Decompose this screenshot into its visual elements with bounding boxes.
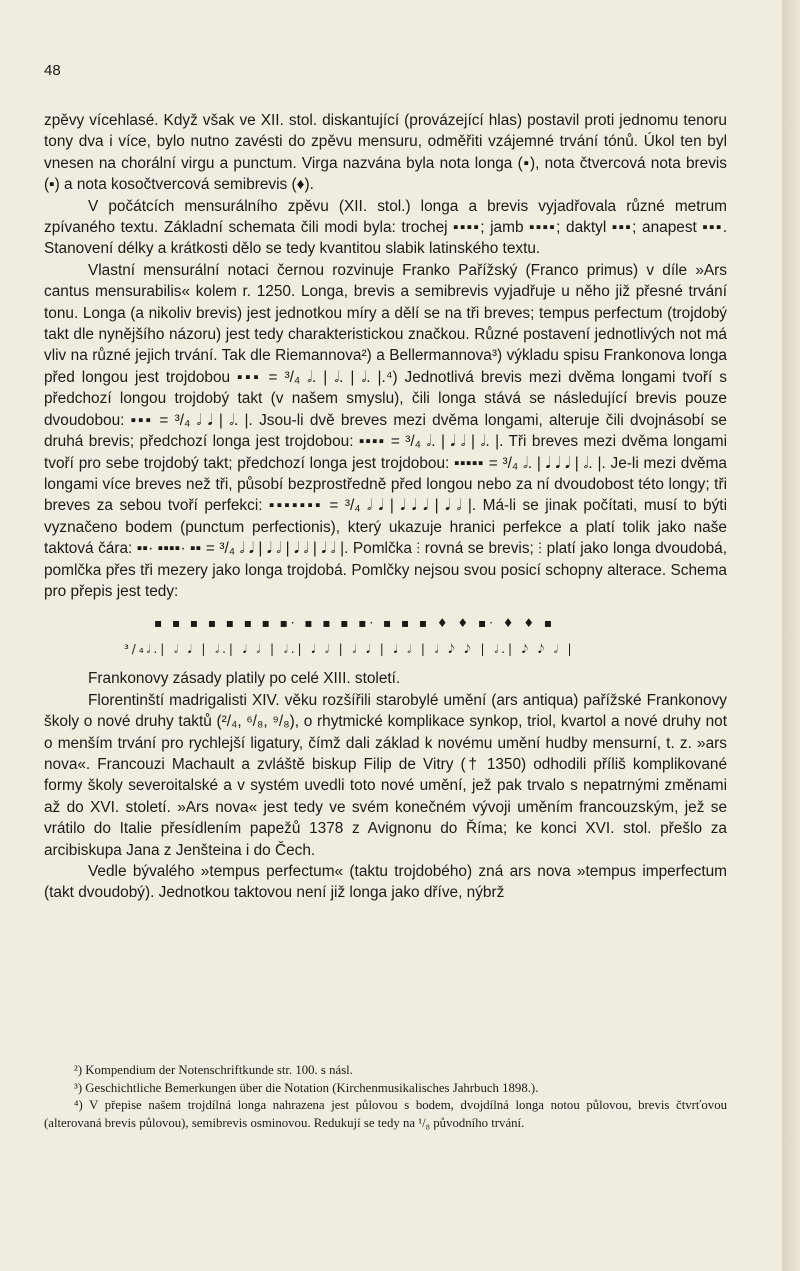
paragraph: V počátcích mensurálního zpěvu (XII. stol.) longa a brevis vyjadřovala různé metrum zpívaného textu. Základní schemata čili modi byla: trochej ▪▪▪▪; jamb ▪▪▪▪; daktyl ▪▪▪; anapest ▪▪▪. Stanovení délky a krátkosti dělo se tedy kvantitou slabik latinského textu.	[44, 197, 727, 258]
paragraph: Florentinští madrigalisti XIV. věku rozšířili starobylé umění (ars antiqua) pařížské Frankonovy školy o nové druhy taktů (²/₄, ⁶/₈, ⁹/₈), o rhytmické komplikace synkop, triol, kvartol a nové druhy not o menším trvání pro rychlejší ligatury, čímž dali základ k novému umění hudby mensurní, t. z. »ars nova«. Francouzi Machault a zvláště biskup Filip de Vitry († 1350) odhodili příliš komplikované formy školy severoitalské a v systém uvedli toto nové umění, jež pak trvalo s nepatrnými změnami až do XVI. století. »Ars nova« jest tedy ve svém konečném vývoji uměním francouzským, jež se vrátilo do Italie přesídlením papežů 1378 z Avignonu do Říma; ke konci XVI. stol. přešlo za arcibiskupa Jana z Jenšteina i do Čech.	[44, 691, 727, 859]
paragraph: Frankonovy zásady platily po celé XIII. století.	[88, 670, 401, 688]
main-text	[44, 110, 727, 904]
page-edge	[782, 0, 800, 1271]
schema-row-modern: ³/₄𝅗𝅥.| 𝅗𝅥 𝅘𝅥 | 𝅗𝅥.| 𝅘𝅥 𝅗𝅥 | 𝅗𝅥.| 𝅘𝅥 𝅗𝅥 | 𝅗𝅥 𝅘𝅥 | 𝅘𝅥 𝅗𝅥 | 𝅗𝅥 𝅘𝅥𝅮 𝅘𝅥𝅮 | 𝅗𝅥.| 𝅘𝅥𝅮 𝅘𝅥𝅮 𝅗𝅥 |	[124, 642, 575, 657]
footnote: ⁴) V přepise našem trojdílná longa nahrazena jest půlovou s bodem, dvojdílná longa notou půlovou, brevis čtvrťovou (alterovaná brevis půlovou), semibrevis osminovou. Redukují se tedy na ¹/₈ původního trvání.	[44, 1098, 727, 1130]
page-number: 48	[44, 62, 61, 79]
schema-row-mensural: ▪ ▪ ▪ ▪ ▪ ▪ ▪ ▪· ▪ ▪ ▪ ▪· ▪ ▪ ▪ ♦ ♦ ▪· ♦ ♦ ▪	[154, 616, 556, 631]
paragraph: Vlastní mensurální notaci černou rozvinuje Franko Pařížský (Franco primus) v díle »Ars cantus mensurabilis« kolem r. 1250. Longa, brevis a semibrevis vyjadřuje u něho již přesné trvání tonu. Longa (a nikoliv brevis) jest jednotkou míry a dělí se na tři breves; tempus perfectum (trojdobý takt dle nynějšího názoru) jest tedy charakteristickou značkou. Různé postavení jednotlivých not má vliv na různé jejich trvání. Tak dle Riemannova²) a Bellermannova³) výkladu spisu Frankonova longa před longou jest trojdobou ▪▪▪ = ³/₄ 𝅗𝅥. | 𝅗𝅥. | 𝅗𝅥. |.⁴) Jednotlivá brevis mezi dvěma longami tvoří s předchozí longou trojdobý takt (v našem smyslu), čili longa stává se následující brevis pouze dvoudobou: ▪▪▪ = ³/₄ 𝅗𝅥 𝅘𝅥 | 𝅗𝅥. |. Jsou-li dvě breves mezi dvěma longami, alteruje čili dvojnásobí se druhá brevis; předchozí longa jest trojdobou: ▪▪▪▪ = ³/₄ 𝅗𝅥. | 𝅘𝅥 𝅗𝅥 | 𝅗𝅥. |. Tři breves mezi dvěma longami tvoří pro sebe trojdobý takt; předchozí longa jest trojdobou: ▪▪▪▪▪ = ³/₄ 𝅗𝅥. | 𝅘𝅥 𝅘𝅥 𝅘𝅥 | 𝅗𝅥. |. Je-li mezi dvěma longami více breves než tři, působí bezprostředně před longou nebo za ní dvoudobost této longy; tři breves za sebou tvoří perfekci: ▪▪▪▪▪▪▪ = ³/₄ 𝅗𝅥 𝅘𝅥 | 𝅘𝅥 𝅘𝅥 𝅘𝅥 | 𝅘𝅥 𝅗𝅥 |. Má-li se jinak počítati, musí to býti vyznačeno bodem (punctum perfectionis), který ukazuje hranici perfekce a platí tolik jako naše taktová čára: ▪▪· ▪▪▪▪· ▪▪ = ³/₄ 𝅗𝅥 𝅘𝅥 | 𝅘𝅥 𝅗𝅥 | 𝅘𝅥 𝅗𝅥 | 𝅘𝅥 𝅗𝅥 |. Pomlčka ⫶ rovná se brevis; ⫶ platí jako longa dvoudobá, pomlčka přes tři mezery jako longa trojdobá. Pomlčky nejsou svou posicí schopny alterace. Schema pro přepis jest tedy:	[44, 261, 727, 600]
transcription-schema	[44, 610, 727, 662]
paragraph: zpěvy vícehlasé. Když však ve XII. stol. diskantující (provázející hlas) postavil proti jednomu tenoru tony dva i více, bylo nutno zavésti do zpěvu mensuru, odměřiti vzájemné trvání tónů. Úkol ten byl vnesen na chorální virgu a punctum. Virga nazvána byla nota longa (▪), nota čtvercová nota brevis (▪) a nota kosočtvercová semibrevis (♦).	[44, 112, 727, 194]
paragraph: Vedle bývalého »tempus perfectum« (taktu trojdobého) zná ars nova »tempus imperfectum (takt dvoudobý). Jednotkou taktovou není již longa jako dříve, nýbrž	[44, 863, 727, 902]
footnote: ²) Kompendium der Notenschriftkunde str. 100. s násl.	[74, 1063, 353, 1077]
footnotes	[44, 1062, 727, 1132]
footnote: ³) Geschichtliche Bemerkungen über die Notation (Kirchenmusikalisches Jahrbuch 1898.).	[74, 1080, 539, 1095]
